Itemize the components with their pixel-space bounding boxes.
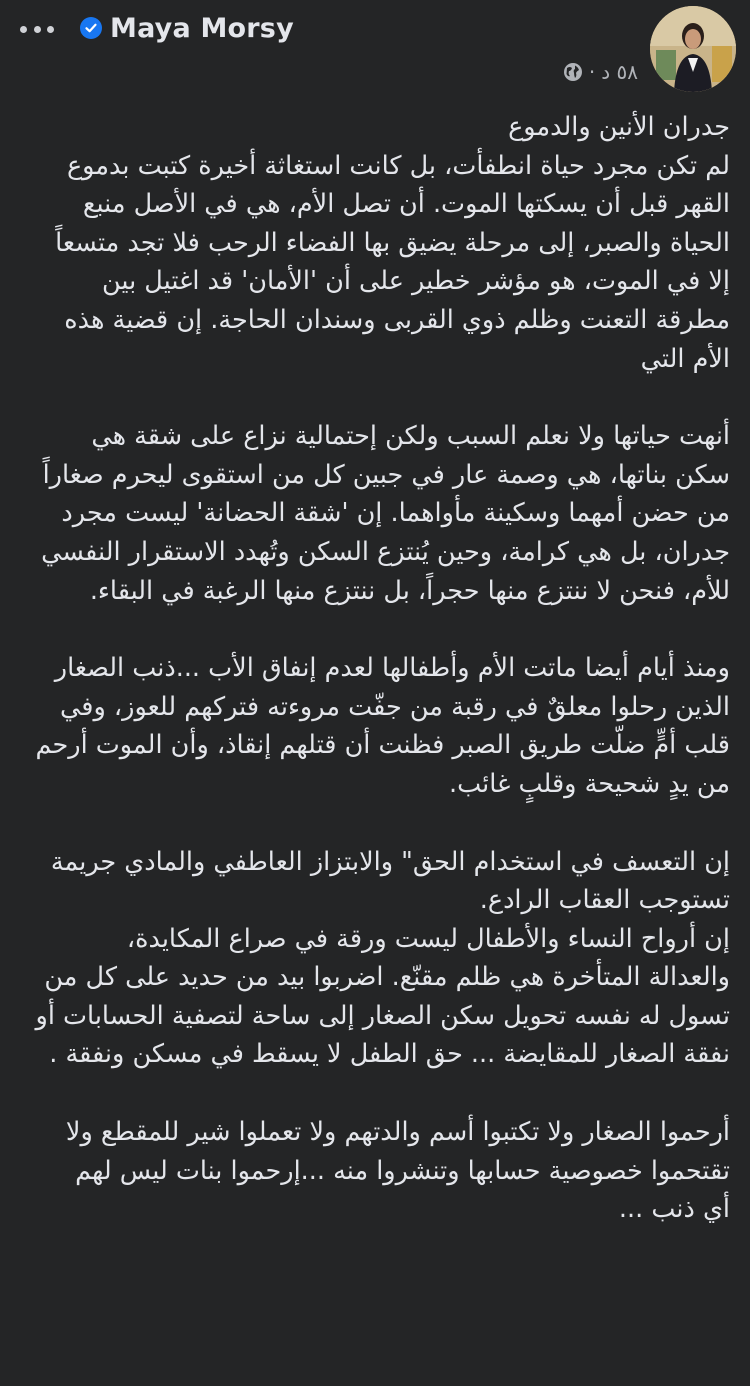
post-text-line: إن أرواح النساء والأطفال ليست ورقة في صراع المكايدة، bbox=[126, 923, 730, 954]
paragraph-gap bbox=[18, 610, 730, 649]
post-text-line: أرحموا الصغار ولا تكتبوا أسم والدتهم ولا تعملوا شير للمقطع ولا bbox=[65, 1117, 730, 1148]
paragraph-gap bbox=[18, 1074, 730, 1113]
post-header bbox=[0, 0, 750, 100]
avatar[interactable] bbox=[650, 6, 736, 92]
post-text-line: جدران، بل هي كرامة، وحين يُنتزع السكن وتُهدد الاستقرار النفسي bbox=[41, 536, 730, 567]
post-timestamp[interactable]: ٥٨ د bbox=[601, 60, 638, 84]
post-text-line: والعدالة المتأخرة هي ظلم مقنّع. اضربوا بيد من حديد على كل من bbox=[44, 962, 730, 993]
post-meta bbox=[563, 58, 638, 86]
meta-separator: · bbox=[588, 60, 596, 84]
post-paragraph bbox=[18, 649, 730, 803]
post-paragraph bbox=[18, 1113, 730, 1229]
post-text-line: الأم التي bbox=[640, 343, 730, 374]
more-dot bbox=[47, 26, 54, 33]
post-text-line: جدران الأنين والدموع bbox=[508, 112, 730, 142]
post-text-line: ومنذ أيام أيضا ماتت الأم وأطفالها لعدم إنفاق الأب ...ذنب الصغار bbox=[54, 653, 730, 684]
post-text-line: إن التعسف في استخدام الحق" والابتزاز العاطفي والمادي جريمة bbox=[50, 846, 730, 877]
post-text-line: مطرقة التعنت وظلم ذوي القربى وسندان الحاجة. إن قضية هذه bbox=[64, 304, 730, 335]
post-text-line: نفقة الصغار للمقايضة ... حق الطفل لا يسقط في مسكن ونفقة . bbox=[49, 1039, 730, 1070]
more-dot bbox=[20, 26, 27, 33]
post-text-line: تستوجب العقاب الرادع. bbox=[479, 885, 730, 916]
globe-icon[interactable] bbox=[563, 62, 583, 82]
post-text bbox=[18, 108, 730, 1229]
post-text-line: من حضن أمهما وسكينة مأواهما. إن 'شقة الحضانة' ليست مجرد bbox=[61, 498, 730, 529]
post-text-line: الذين رحلوا معلقٌ في رقبة من جفّت مروءته فتركهم للعوز، وفي bbox=[60, 691, 730, 722]
author-name[interactable]: Maya Morsy bbox=[110, 12, 294, 44]
post-text-line: لم تكن مجرد حياة انطفأت، بل كانت استغاثة أخيرة كتبت بدموع bbox=[66, 150, 730, 181]
post-text-line: القهر قبل أن يسكتها الموت. أن تصل الأم، هي في الأصل منبع bbox=[82, 189, 730, 220]
post-text-line: قلب أمٍّ ضلّت طريق الصبر فظنت أن قتلهم إنقاذ، وأن الموت أرحم bbox=[35, 730, 730, 761]
post-paragraph bbox=[18, 417, 730, 610]
post-text-line: تقتحموا خصوصية حسابها وتنشروا منه ...إرحموا بنات ليس لهم bbox=[75, 1155, 730, 1186]
author-row bbox=[80, 8, 294, 48]
more-options-button[interactable] bbox=[14, 12, 68, 46]
post-text-line: للأم، فنحن لا ننتزع منها حجراً، بل ننتزع منها الرغبة في البقاء. bbox=[89, 575, 730, 606]
post-text-line: سكن بناتها، هي وصمة عار في جبين كل من استقوى ليحرم صغاراً bbox=[42, 459, 730, 490]
more-dot bbox=[34, 26, 41, 33]
post-paragraph bbox=[18, 108, 730, 378]
post-text-line: الحياة والصبر، إلى مرحلة يضيق بها الفضاء الرحب فلا تجد متسعاً bbox=[55, 227, 730, 258]
post-paragraph bbox=[18, 843, 730, 1075]
post-text-line: من يدٍ شحيحة وقلبٍ غائب. bbox=[449, 768, 730, 799]
paragraph-gap bbox=[18, 804, 730, 843]
paragraph-gap bbox=[18, 378, 730, 417]
post-text-line: إلا في الموت، هو مؤشر خطير على أن 'الأمان' قد اغتيل بين bbox=[102, 266, 730, 297]
post-text-line: تسول له نفسه تحويل سكن الصغار إلى ساحة لتصفية الحسابات أو bbox=[35, 1000, 730, 1031]
verified-badge-icon bbox=[80, 17, 102, 39]
post-text-line: أي ذنب ... bbox=[618, 1194, 730, 1225]
post-text-line: أنهت حياتها ولا نعلم السبب ولكن إحتمالية نزاع على شقة هي bbox=[91, 421, 730, 452]
